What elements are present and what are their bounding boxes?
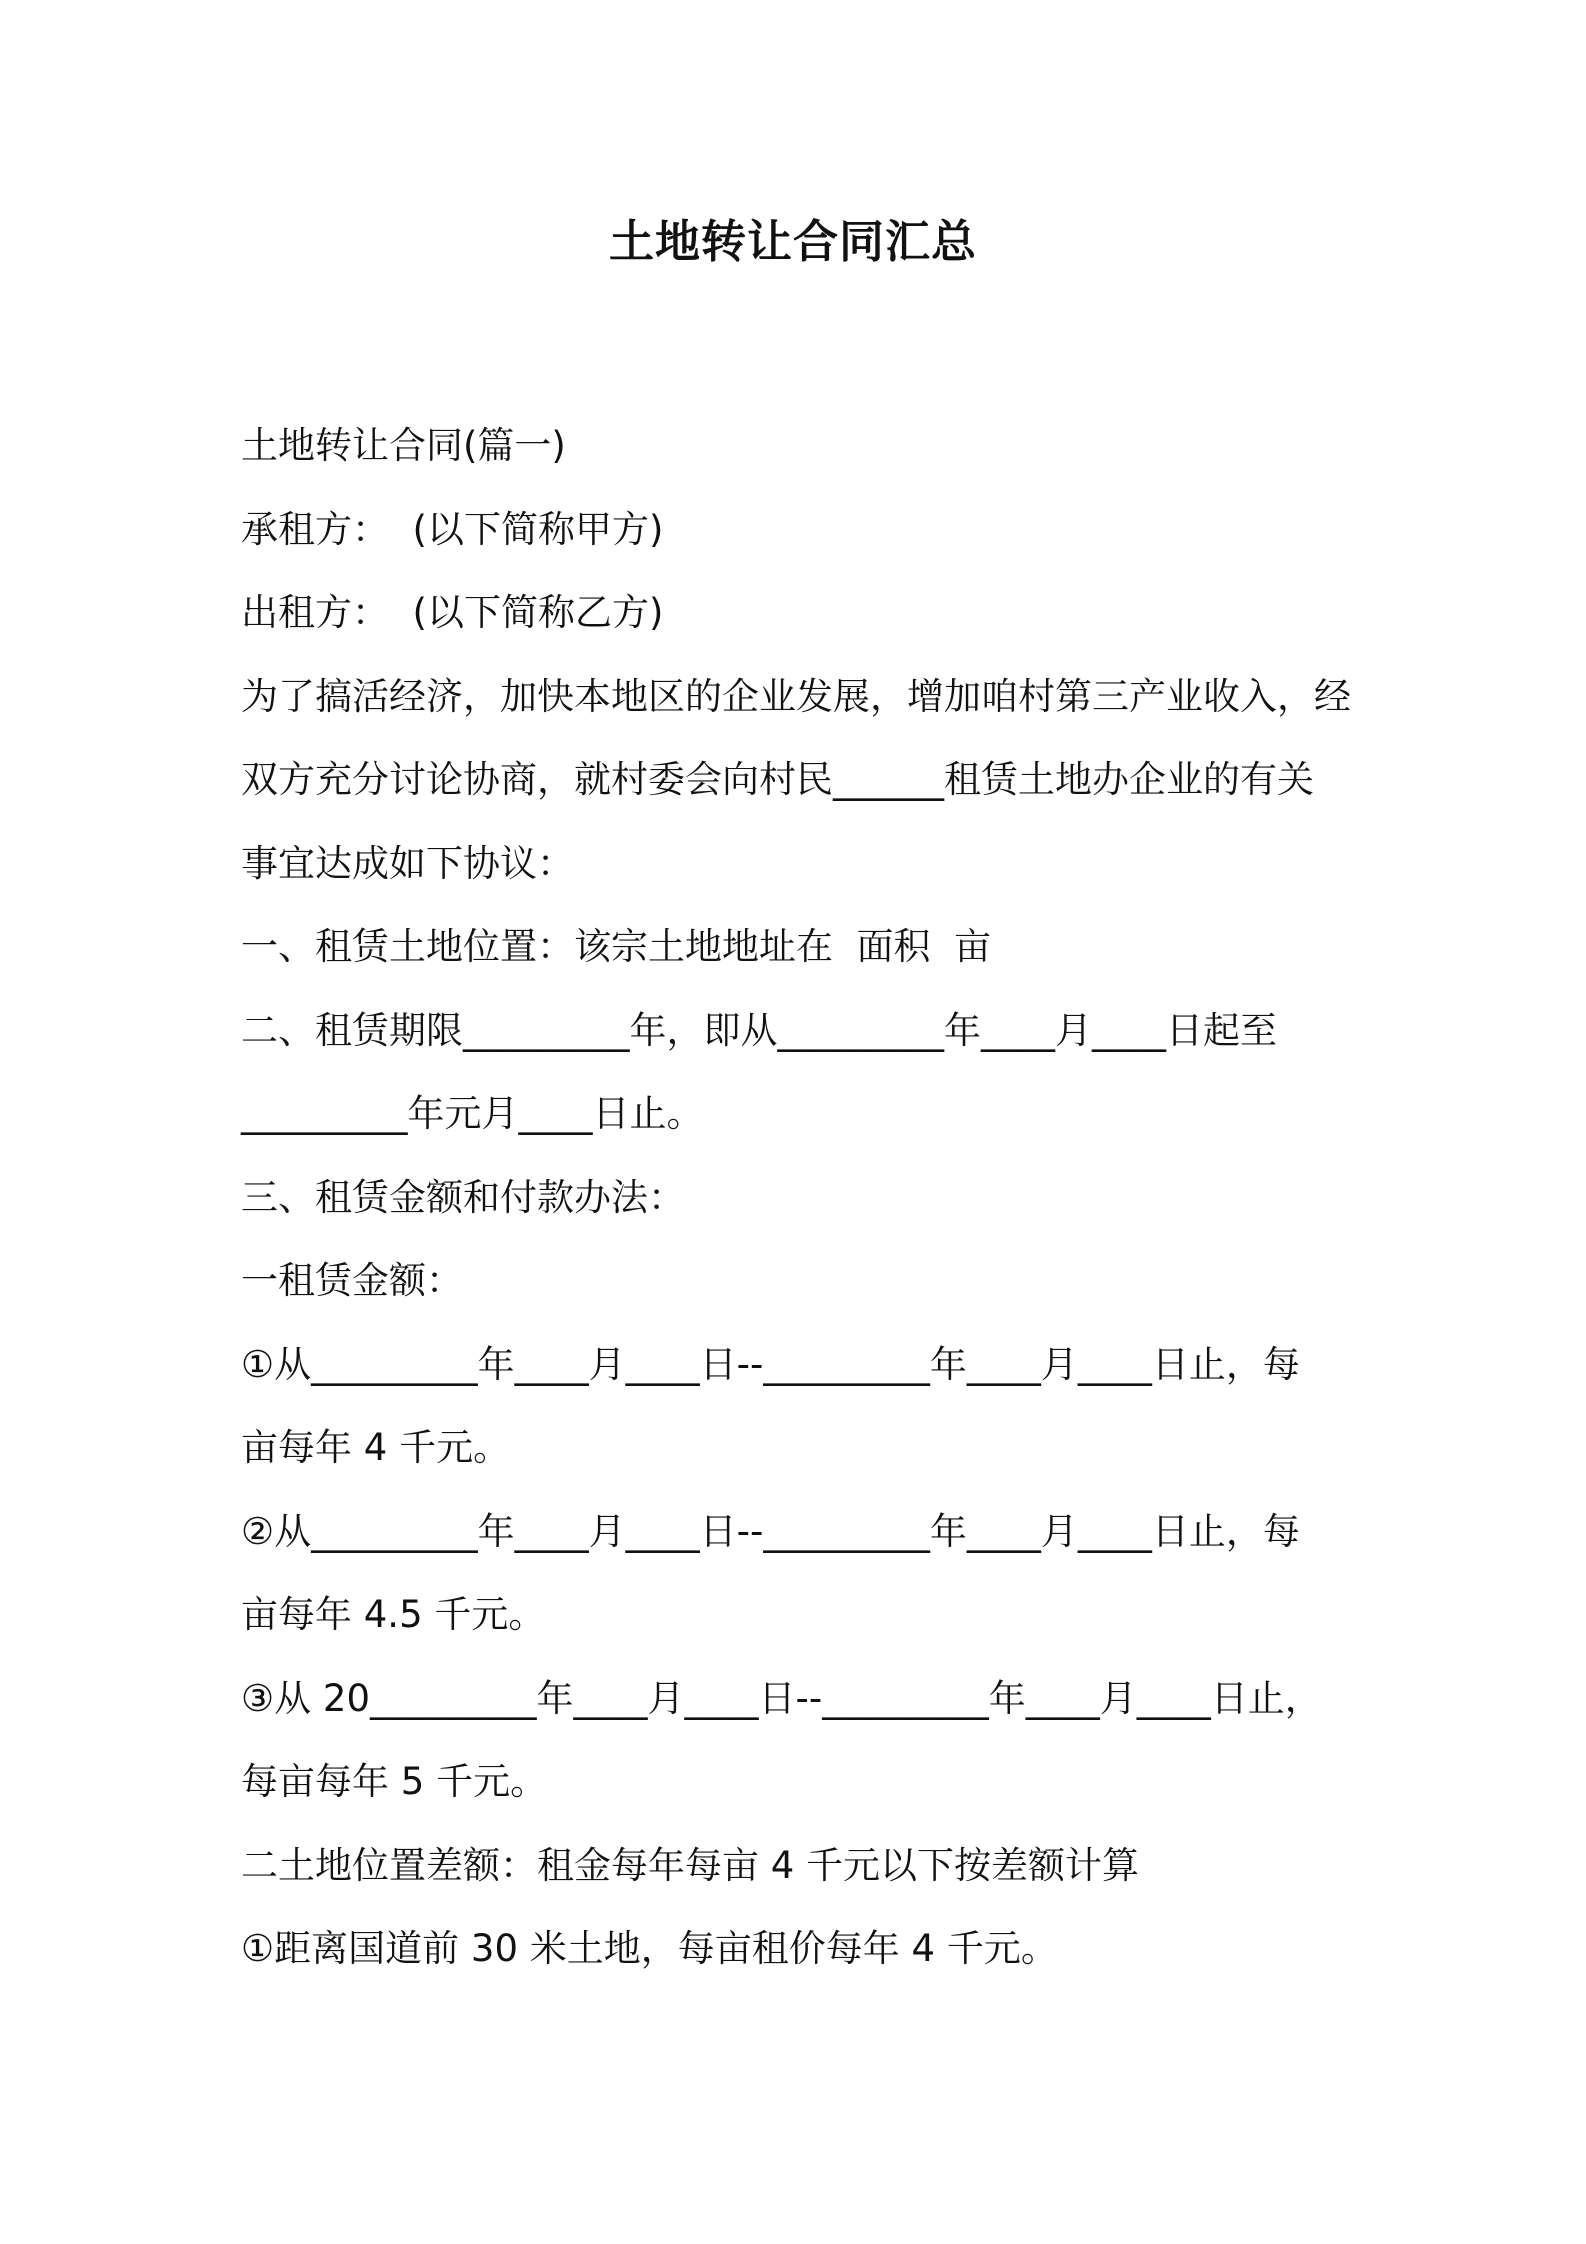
rent-period-1-line-2: 亩每年 4 千元。 <box>241 1426 511 1469</box>
lessor-line: 出租方： (以下简称乙方) <box>241 591 664 634</box>
location-difference-item-1: ①距离国道前 30 米土地，每亩租价每年 4 千元。 <box>241 1927 1058 1970</box>
document-title: 土地转让合同汇总 <box>608 215 977 268</box>
clause-payment-heading: 三、租赁金额和付款办法： <box>241 1175 685 1219</box>
rent-period-3-line-2: 每亩每年 5 千元。 <box>241 1760 548 1803</box>
rent-period-2-line-2: 亩每年 4.5 千元。 <box>241 1593 546 1636</box>
section-heading-part-one: 土地转让合同(篇一) <box>241 424 566 467</box>
preamble-line-1: 为了搞活经济，加快本地区的企业发展，增加咱村第三产业收入，经 <box>241 674 1351 718</box>
location-difference-heading: 二土地位置差额：租金每年每亩 4 千元以下按差额计算 <box>241 1843 1140 1887</box>
lessee-line: 承租方： (以下简称甲方) <box>241 507 664 551</box>
rent-amount-heading: 一租赁金额： <box>241 1259 463 1302</box>
rent-period-1-line-1: ①从_________年____月____日--_________年____月____日止，每 <box>241 1342 1300 1386</box>
preamble-line-3: 事宜达成如下协议： <box>241 841 574 885</box>
clause-land-location: 一、租赁土地位置：该宗土地地址在 面积 亩 <box>241 925 992 968</box>
rent-period-3-line-1: ③从 20_________年____月____日--_________年____月____日止， <box>241 1676 1322 1720</box>
rent-period-2-line-1: ②从_________年____月____日--_________年____月____日止，每 <box>241 1509 1300 1553</box>
document-body <box>241 404 1361 1991</box>
clause-lease-term-line-1: 二、租赁期限_________年，即从_________年____月____日起至 <box>241 1008 1277 1052</box>
preamble-line-2: 双方充分讨论协商，就村委会向村民______租赁土地办企业的有关 <box>241 758 1314 801</box>
clause-lease-term-line-2: _________年元月____日止。 <box>241 1092 704 1135</box>
